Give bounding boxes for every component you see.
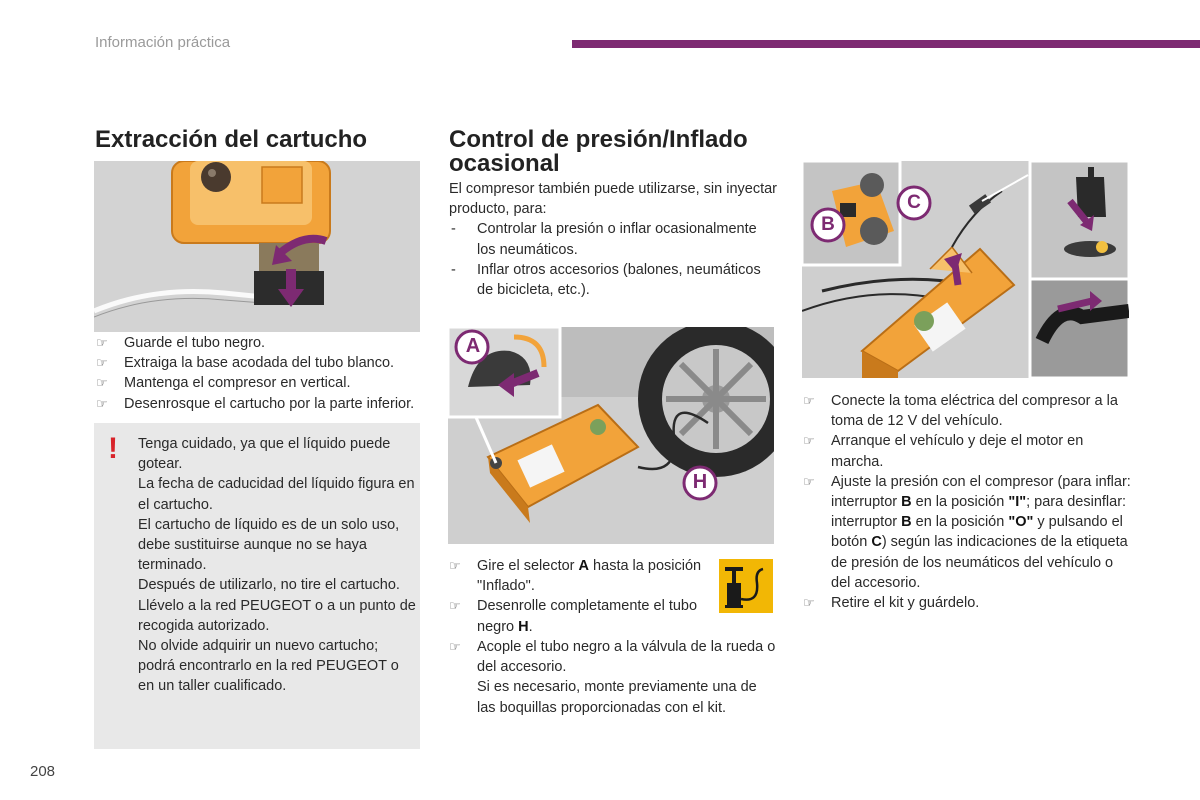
list-item: - Inflar otros accesorios (balones, neumáticos de bicicleta, etc.). [451,261,761,299]
list-item: ☞ Acople el tubo negro a la válvula de la rueda o del accesorio. [449,639,776,676]
label-c: C [907,192,921,213]
compressor-connection-illustration [802,161,1129,378]
inflate-pump-icon [719,559,773,613]
cartridge-removal-illustration [94,161,420,332]
bullet-hand-icon: ☞ [96,395,108,411]
compressor-wheel-drawing [448,327,774,544]
compressor-connection-drawing [802,161,1129,378]
pump-glyph [719,559,773,613]
left-bullet-list [96,333,422,414]
list-item: ☞ Arranque el vehículo y deje el motor en marcha. [803,433,1084,470]
warning-exclamation-icon: ! [108,432,118,465]
list-item: ☞ Ajuste la presión con el compresor (para inflar: interruptor B en la posición "I"; para desinflar: interruptor B en la posición "O" y pulsando el botón C) según las indicaciones de la etiqueta de presión de los neumáticos del vehículo o del accesorio. [803,473,1131,591]
bullet-hand-icon: ☞ [803,595,815,611]
middle-section-title: Control de presión/Inflado ocasional [449,126,748,177]
list-item: ☞ Gire el selector A hasta la posición "Inflado". [449,558,702,595]
bullet-hand-icon: ☞ [803,433,815,449]
compressor-wheel-illustration [448,327,774,544]
bullet-hand-icon: ☞ [96,355,108,371]
list-item: ☞ Guarde el tubo negro. [96,333,422,353]
list-item: ☞ Conecte la toma eléctrica del compresor a la toma de 12 V del vehículo. [803,393,1118,430]
label-h: H [692,471,708,493]
bullet-hand-icon: ☞ [96,375,108,391]
list-item: ☞ Extraiga la base acodada del tubo blanco. [96,353,422,373]
list-item: - Controlar la presión o inflar ocasionalmente los neumáticos. [451,221,757,258]
list-item: ☞ Mantenga el compresor en vertical. [96,373,422,393]
list-item: ☞ Desenrolle completamente el tubo negro H. [449,598,698,635]
bullet-hand-icon: ☞ [96,335,108,350]
warning-text: Tenga cuidado, ya que el líquido puede gotear. La fecha de caducidad del líquido figura en el cartucho. El cartucho de líquido es de un solo uso, debe sustituirse aunque no se haya terminado. Después de utilizarlo, no tire el cartucho. Llévelo a la red PEUGEOT o a un punto de recogida autorizado. No olvide adquirir un nuevo cartucho; podrá encontrarlo en la red PEUGEOT o en un taller cualificado. [138,436,416,695]
bullet-hand-icon: ☞ [449,598,461,614]
bullet-hand-icon: ☞ [449,558,461,573]
middle-steps-top [449,556,719,637]
middle-steps-bottom: ☞ Acople el tubo negro a la válvula de la rueda o del accesorio. Si es necesario, monte previamente una de las boquillas proporcionadas con el kit. [449,637,779,718]
bullet-hand-icon: ☞ [803,473,815,489]
bullet-hand-icon: ☞ [803,393,815,408]
middle-intro: El compresor también puede utilizarse, sin inyectar producto, para: - Controlar la presión o inflar ocasionalmente los neumáticos. - Inflar otros accesorios (balones, neumáticos de bicicleta, etc.). [449,179,779,300]
list-item: ☞ Desenrosque el cartucho por la parte inferior. [96,394,422,414]
bullet-hand-icon: ☞ [449,639,461,654]
label-b: B [821,214,835,235]
cartridge-removal-drawing [94,161,420,332]
list-item: ☞ Retire el kit y guárdelo. [803,593,1133,613]
left-section-title: Extracción del cartucho [95,126,368,153]
page-number: 208 [30,763,56,780]
right-steps [803,391,1133,613]
label-a: A [465,335,481,357]
section-header-label: Información práctica [95,34,231,51]
section-accent-bar [572,40,1200,48]
